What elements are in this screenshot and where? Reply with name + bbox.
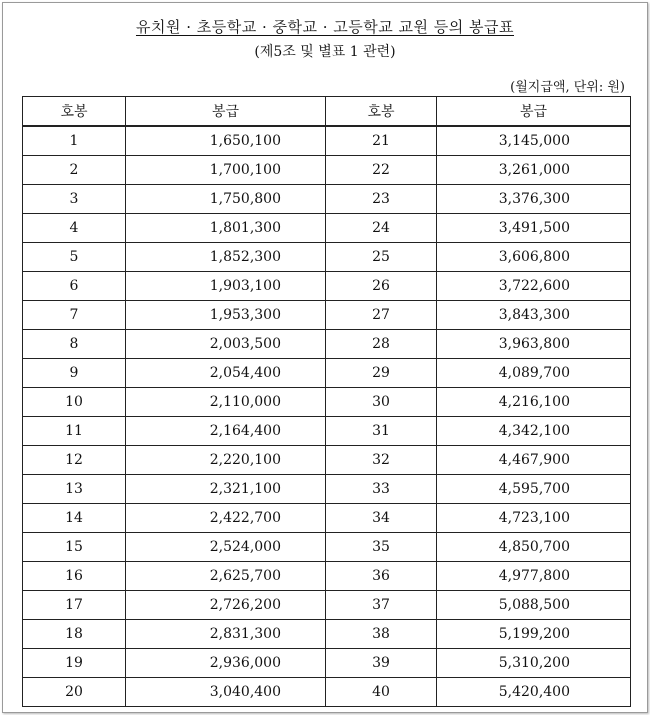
- grade-cell: 30: [326, 388, 437, 417]
- grade-cell: 31: [326, 417, 437, 446]
- table-row: [23, 214, 631, 243]
- pay-cell: 4,850,700: [437, 533, 631, 562]
- pay-cell: 2,003,500: [126, 330, 326, 359]
- pay-cell: 4,977,800: [437, 562, 631, 591]
- grade-cell: 29: [326, 359, 437, 388]
- header-pay-2: 봉급: [437, 97, 631, 127]
- page-subtitle: (제5조 및 별표 1 관련): [254, 44, 396, 60]
- pay-cell: 1,852,300: [126, 243, 326, 272]
- grade-cell: 9: [23, 359, 126, 388]
- pay-cell: 2,831,300: [126, 620, 326, 649]
- table-row: [23, 533, 631, 562]
- grade-cell: 4: [23, 214, 126, 243]
- header-grade-2: 호봉: [326, 97, 437, 127]
- grade-cell: 32: [326, 446, 437, 475]
- grade-cell: 27: [326, 301, 437, 330]
- pay-cell: 4,216,100: [437, 388, 631, 417]
- table-header: [23, 97, 631, 127]
- document-frame: [2, 2, 648, 713]
- pay-cell: 1,750,800: [126, 185, 326, 214]
- grade-cell: 21: [326, 126, 437, 156]
- grade-cell: 6: [23, 272, 126, 301]
- grade-cell: 23: [326, 185, 437, 214]
- table-row: [23, 301, 631, 330]
- pay-cell: 3,843,300: [437, 301, 631, 330]
- pay-cell: 4,467,900: [437, 446, 631, 475]
- header-grade-1: 호봉: [23, 97, 126, 127]
- pay-cell: 2,936,000: [126, 649, 326, 678]
- grade-cell: 38: [326, 620, 437, 649]
- pay-cell: 4,342,100: [437, 417, 631, 446]
- pay-cell: 5,088,500: [437, 591, 631, 620]
- table-row: [23, 156, 631, 185]
- grade-cell: 20: [23, 678, 126, 707]
- header-pay-1: 봉급: [126, 97, 326, 127]
- grade-cell: 3: [23, 185, 126, 214]
- table-row: [23, 126, 631, 156]
- pay-cell: 1,953,300: [126, 301, 326, 330]
- pay-cell: 2,220,100: [126, 446, 326, 475]
- grade-cell: 35: [326, 533, 437, 562]
- salary-table: [22, 96, 631, 707]
- pay-cell: 3,606,800: [437, 243, 631, 272]
- grade-cell: 11: [23, 417, 126, 446]
- pay-cell: 5,310,200: [437, 649, 631, 678]
- pay-cell: 1,801,300: [126, 214, 326, 243]
- pay-cell: 5,420,400: [437, 678, 631, 707]
- pay-cell: 3,145,000: [437, 126, 631, 156]
- grade-cell: 7: [23, 301, 126, 330]
- grade-cell: 17: [23, 591, 126, 620]
- pay-cell: 2,054,400: [126, 359, 326, 388]
- table-row: [23, 591, 631, 620]
- grade-cell: 22: [326, 156, 437, 185]
- unit-note: (월지급액, 단위: 원): [510, 80, 625, 95]
- pay-cell: 4,595,700: [437, 475, 631, 504]
- pay-cell: 3,963,800: [437, 330, 631, 359]
- pay-cell: 2,110,000: [126, 388, 326, 417]
- pay-cell: 3,722,600: [437, 272, 631, 301]
- table-row: [23, 504, 631, 533]
- pay-cell: 3,376,300: [437, 185, 631, 214]
- grade-cell: 26: [326, 272, 437, 301]
- table-row: [23, 330, 631, 359]
- table-row: [23, 417, 631, 446]
- pay-cell: 1,700,100: [126, 156, 326, 185]
- header-row: [23, 97, 631, 127]
- table-row: [23, 620, 631, 649]
- table-row: [23, 185, 631, 214]
- pay-cell: 3,491,500: [437, 214, 631, 243]
- pay-cell: 1,650,100: [126, 126, 326, 156]
- table-row: [23, 359, 631, 388]
- table-row: [23, 243, 631, 272]
- grade-cell: 16: [23, 562, 126, 591]
- grade-cell: 14: [23, 504, 126, 533]
- table-row: [23, 649, 631, 678]
- table-row: [23, 272, 631, 301]
- pay-cell: 2,321,100: [126, 475, 326, 504]
- pay-cell: 2,164,400: [126, 417, 326, 446]
- pay-cell: 5,199,200: [437, 620, 631, 649]
- grade-cell: 40: [326, 678, 437, 707]
- pay-cell: 3,040,400: [126, 678, 326, 707]
- pay-cell: 1,903,100: [126, 272, 326, 301]
- pay-cell: 4,089,700: [437, 359, 631, 388]
- pay-cell: 3,261,000: [437, 156, 631, 185]
- pay-cell: 2,625,700: [126, 562, 326, 591]
- grade-cell: 13: [23, 475, 126, 504]
- pay-cell: 2,422,700: [126, 504, 326, 533]
- grade-cell: 10: [23, 388, 126, 417]
- grade-cell: 24: [326, 214, 437, 243]
- grade-cell: 2: [23, 156, 126, 185]
- grade-cell: 28: [326, 330, 437, 359]
- table-row: [23, 475, 631, 504]
- grade-cell: 5: [23, 243, 126, 272]
- table-body: [23, 126, 631, 707]
- grade-cell: 39: [326, 649, 437, 678]
- grade-cell: 36: [326, 562, 437, 591]
- grade-cell: 12: [23, 446, 126, 475]
- table-row: [23, 388, 631, 417]
- table-row: [23, 562, 631, 591]
- table-row: [23, 446, 631, 475]
- pay-cell: 2,726,200: [126, 591, 326, 620]
- grade-cell: 34: [326, 504, 437, 533]
- table-row: [23, 678, 631, 707]
- grade-cell: 33: [326, 475, 437, 504]
- grade-cell: 19: [23, 649, 126, 678]
- grade-cell: 18: [23, 620, 126, 649]
- pay-cell: 2,524,000: [126, 533, 326, 562]
- grade-cell: 15: [23, 533, 126, 562]
- pay-cell: 4,723,100: [437, 504, 631, 533]
- grade-cell: 37: [326, 591, 437, 620]
- page-title: 유치원 · 초등학교 · 중학교 · 고등학교 교원 등의 봉급표: [135, 18, 514, 36]
- grade-cell: 8: [23, 330, 126, 359]
- grade-cell: 1: [23, 126, 126, 156]
- grade-cell: 25: [326, 243, 437, 272]
